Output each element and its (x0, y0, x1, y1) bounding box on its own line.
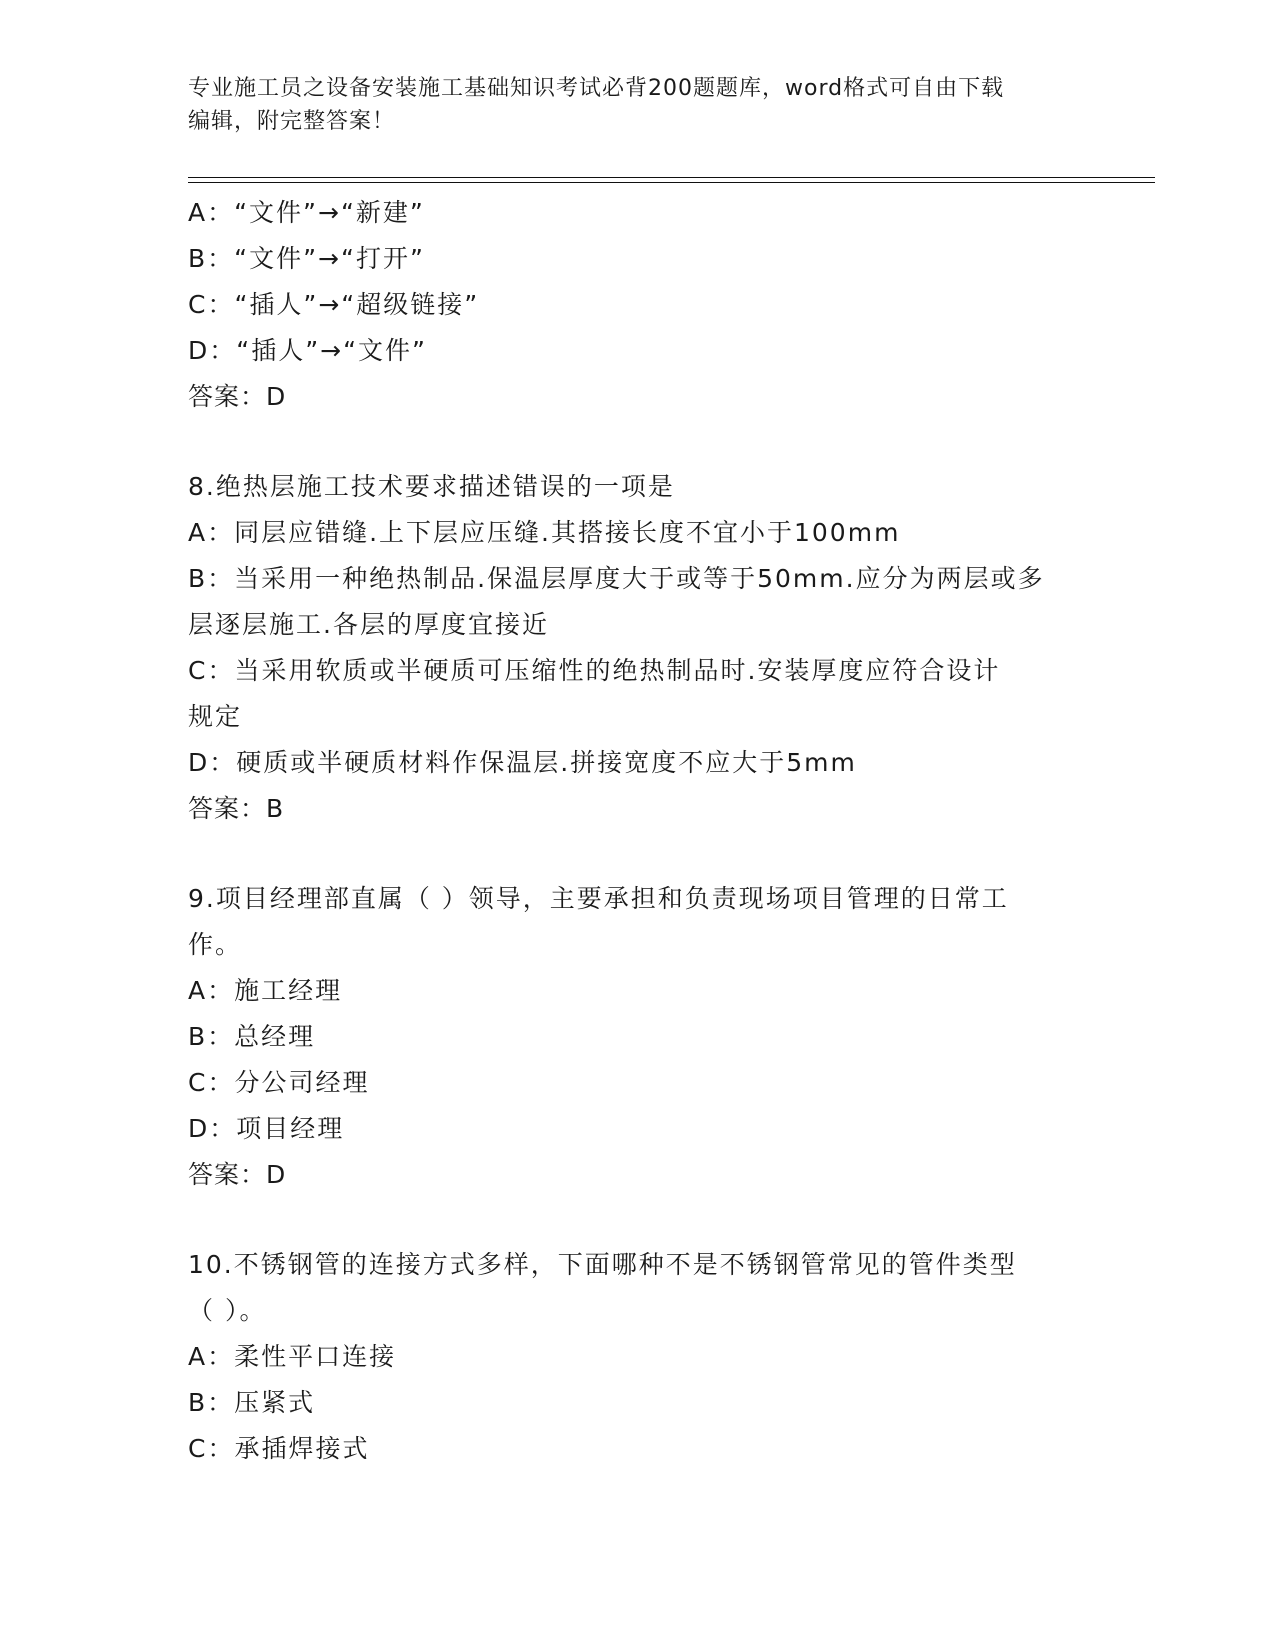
header-divider-bottom (188, 182, 1155, 183)
answer-label: 答案：D (188, 1160, 287, 1189)
header-divider-top (188, 177, 1155, 178)
option-c: C：承插焊接式 (188, 1434, 370, 1463)
document-header (188, 72, 1068, 138)
question-10 (188, 1242, 1088, 1472)
option-c-line-1: C：当采用软质或半硬质可压缩性的绝热制品时.安装厚度应符合设计 (188, 656, 1001, 685)
question-7 (188, 190, 1088, 420)
option-d: D：硬质或半硬质材料作保温层.拼接宽度不应大于5mm (188, 748, 857, 777)
option-d: D：项目经理 (188, 1114, 345, 1143)
header-title-line-2: 编辑，附完整答案！ (188, 109, 396, 134)
question-9 (188, 876, 1088, 1198)
option-a: A：同层应错缝.上下层应压缝.其搭接长度不宜小于100mm (188, 518, 901, 547)
question-8 (188, 464, 1088, 832)
option-c: C：“插人”→“超级链接” (188, 290, 480, 319)
option-b: B：“文件”→“打开” (188, 244, 425, 273)
option-d: D：“插人”→“文件” (188, 336, 428, 365)
spacer (188, 1198, 1088, 1242)
option-b-line-2: 层逐层施工.各层的厚度宜接近 (188, 610, 549, 639)
question-text-line-2: 作。 (188, 930, 243, 959)
option-b-line-1: B：当采用一种绝热制品.保温层厚度大于或等于50mm.应分为两层或多 (188, 564, 1045, 593)
spacer (188, 420, 1088, 464)
option-b: B：总经理 (188, 1022, 316, 1051)
answer-label: 答案：B (188, 794, 285, 823)
question-text-line-2: （ ）。 (188, 1296, 267, 1325)
option-a: A：“文件”→“新建” (188, 198, 425, 227)
option-c: C：分公司经理 (188, 1068, 370, 1097)
question-list (188, 190, 1088, 1472)
answer-label: 答案：D (188, 382, 287, 411)
option-a: A：柔性平口连接 (188, 1342, 397, 1371)
question-text-line-1: 9.项目经理部直属（ ）领导，主要承担和负责现场项目管理的日常工 (188, 884, 1009, 913)
option-c-line-2: 规定 (188, 702, 243, 731)
option-a: A：施工经理 (188, 976, 343, 1005)
header-title-line-1: 专业施工员之设备安装施工基础知识考试必背200题题库，word格式可自由下载 (188, 76, 1005, 101)
option-b: B：压紧式 (188, 1388, 316, 1417)
question-text-line-1: 10.不锈钢管的连接方式多样，下面哪种不是不锈钢管常见的管件类型 (188, 1250, 1017, 1279)
question-text: 8.绝热层施工技术要求描述错误的一项是 (188, 472, 675, 501)
spacer (188, 832, 1088, 876)
